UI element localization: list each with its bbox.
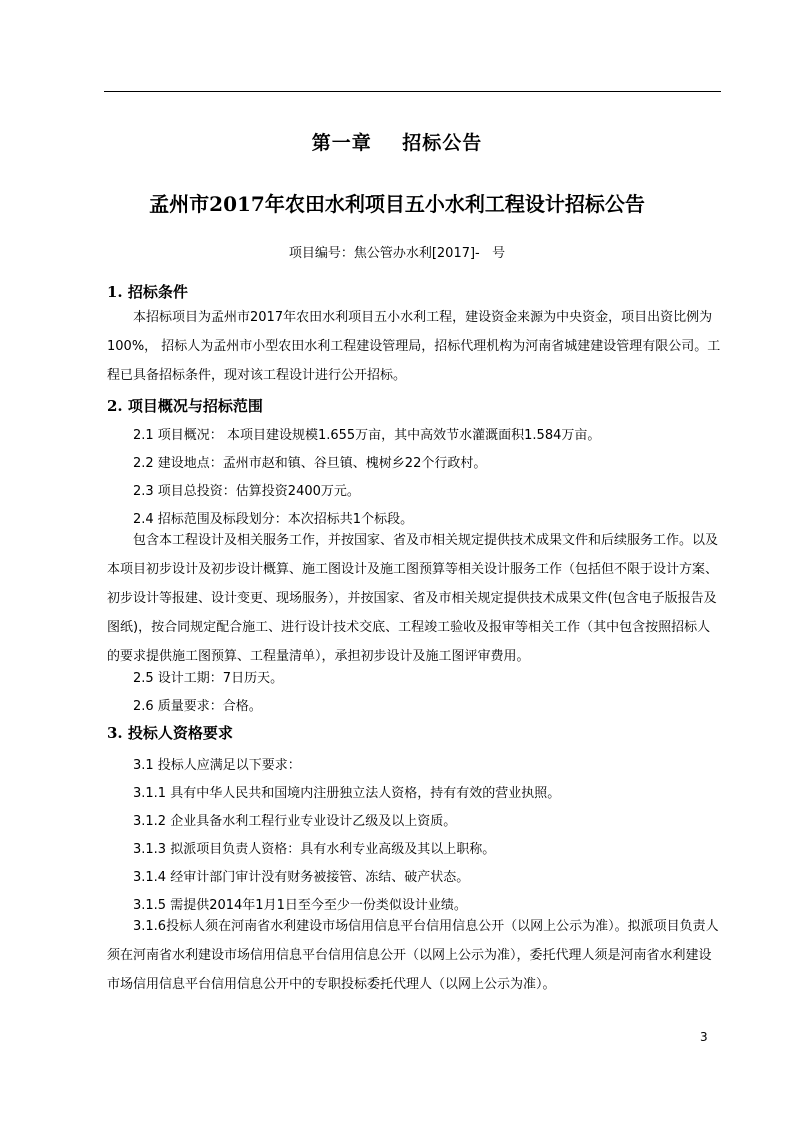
section-2-item: 2.5 设计工期：7日历天。 <box>133 671 284 686</box>
project-number: 项目编号：焦公管办水利[2017]- 号 <box>288 246 506 261</box>
section-1-heading: 1. 招标条件 <box>107 283 188 301</box>
section-3-item: 3.1.2 企业具备水利工程行业专业设计乙级及以上资质。 <box>133 814 457 829</box>
section-2-item: 2.4 招标范围及标段划分：本次招标共1个标段。 <box>133 512 414 527</box>
section-2-item: 2.6 质量要求：合格。 <box>133 699 262 714</box>
header-rule <box>104 91 721 92</box>
chapter-title: 第一章 招标公告 <box>311 132 483 154</box>
page-number: 3 <box>700 1030 708 1044</box>
section-2-scope: 包含本工程设计及相关服务工作，并按国家、省及市相关规定提供技术成果文件和后续服务工作。以及本项目初步设计及初步设计概算、施工图设计及施工图预算等相关设计服务工作（包括但不限于设计方案、初步设计等报建、设计变更、现场服务），并按国家、省及市相关规定提供技术成果文件(包含电子版报告及图纸)，按合同规定配合施工、进行设计技术交底、工程竣工验收及报审等相关工作（其中包含按照招标人的要求提供施工图预算、工程量清单），承担初步设计及施工图评审费用。 <box>107 533 719 664</box>
section-3-item: 3.1.1 具有中华人民共和国境内注册独立法人资格，持有有效的营业执照。 <box>133 786 561 801</box>
section-1-paragraph: 本招标项目为孟州市2017年农田水利项目五小水利工程，建设资金来源为中央资金，项目出资比例为100%， 招标人为孟州市小型农田水利工程建设管理局，招标代理机构为河南省城建建设管理有限公司。工程已具备招标条件，现对该工程设计进行公开招标。 <box>107 310 721 383</box>
section-3-item: 3.1.5 需提供2014年1月1日至今至少一份类似设计业绩。 <box>133 898 467 913</box>
notice-title: 孟州市2017年农田水利项目五小水利工程设计招标公告 <box>149 192 645 216</box>
section-3-item: 3.1.4 经审计部门审计没有财务被接管、冻结、破产状态。 <box>133 870 470 885</box>
section-3-item-316: 3.1.6投标人须在河南省水利建设市场信用信息平台信用信息公开（以网上公示为准）。拟派项目负责人须在河南省水利建设市场信用信息平台信用信息公开（以网上公示为准），委托代理人须是河南省水利建设市场信用信息平台信用信息公开中的专职投标委托代理人（以网上公示为准）。 <box>107 919 719 992</box>
section-2-heading: 2. 项目概况与招标范围 <box>107 397 263 415</box>
section-3-heading: 3. 投标人资格要求 <box>107 724 233 742</box>
section-2-item: 2.1 项目概况： 本项目建设规模1.655万亩，其中高效节水灌溉面积1.584万亩。 <box>133 428 601 443</box>
section-2-item: 2.3 项目总投资：估算投资2400万元。 <box>133 484 360 499</box>
section-3-item: 3.1.3 拟派项目负责人资格：具有水利专业高级及其以上职称。 <box>133 842 496 857</box>
section-3-item: 3.1 投标人应满足以下要求： <box>133 758 301 773</box>
section-2-item: 2.2 建设地点：孟州市赵和镇、谷旦镇、槐树乡22个行政村。 <box>133 456 487 471</box>
